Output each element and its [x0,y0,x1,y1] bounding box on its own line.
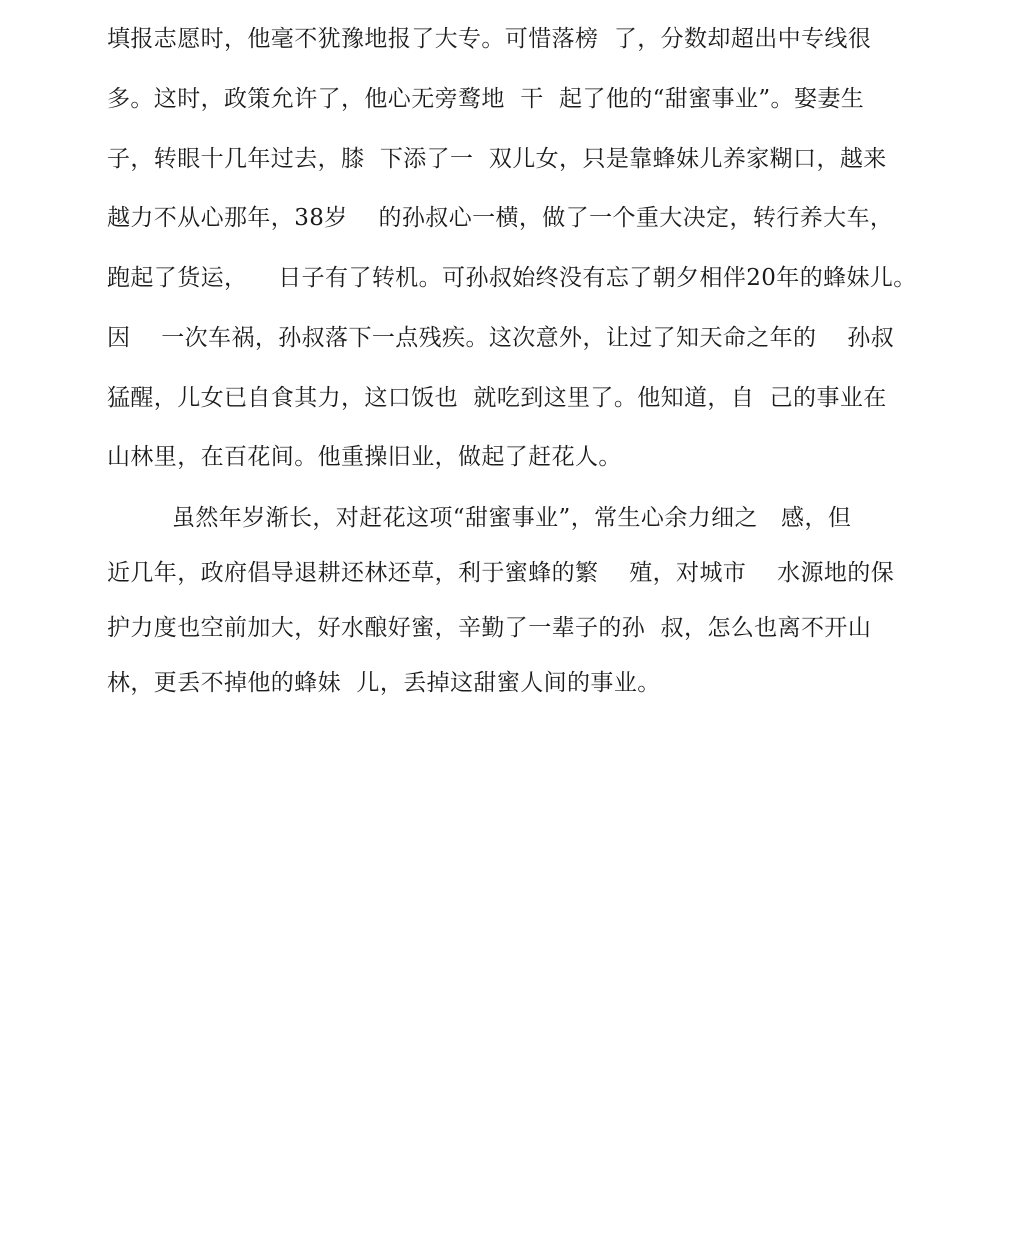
text-line: 山林里，在百花间。他重操旧业，做起了赶花人。 [107,444,622,470]
text-line: 猛醒，儿女已自食其力，这口饭也 就吃到这里了。他知道，自 己的事业在 [107,385,887,411]
text-line: 子，转眼十几年过去，膝 下添了一 双儿女，只是靠蜂妹儿养家糊口，越来 [107,146,887,172]
text-line: 越力不从心那年，38岁 的孙叔心一横，做了一个重大决定，转行养大车， [107,205,894,231]
text-line: 跑起了货运， 日子有了转机。可孙叔始终没有忘了朝夕相伴20年的蜂妹儿。 [107,265,917,291]
text-line: 虽然年岁渐长，对赶花这项“甜蜜事业”，常生心余力细之 感，但 [172,505,852,531]
text-line: 林，更丢不掉他的蜂妹 儿，丢掉这甜蜜人间的事业。 [107,670,661,696]
text-line: 近几年，政府倡导退耕还林还草，利于蜜蜂的繁 殖，对城市 水源地的保 [107,560,895,586]
text-line: 护力度也空前加大，好水酿好蜜，辛勤了一辈子的孙 叔，怎么也离不开山 [107,615,872,641]
text-line: 多。这时，政策允许了，他心无旁鹜地 干 起了他的“甜蜜事业”。娶妻生 [107,86,865,112]
text-line: 填报志愿时，他毫不犹豫地报了大专。可惜落榜 了，分数却超出中专线很 [107,26,872,52]
text-line: 因 一次车祸，孙叔落下一点残疾。这次意外，让过了知天命之年的 孙叔 [107,325,895,351]
